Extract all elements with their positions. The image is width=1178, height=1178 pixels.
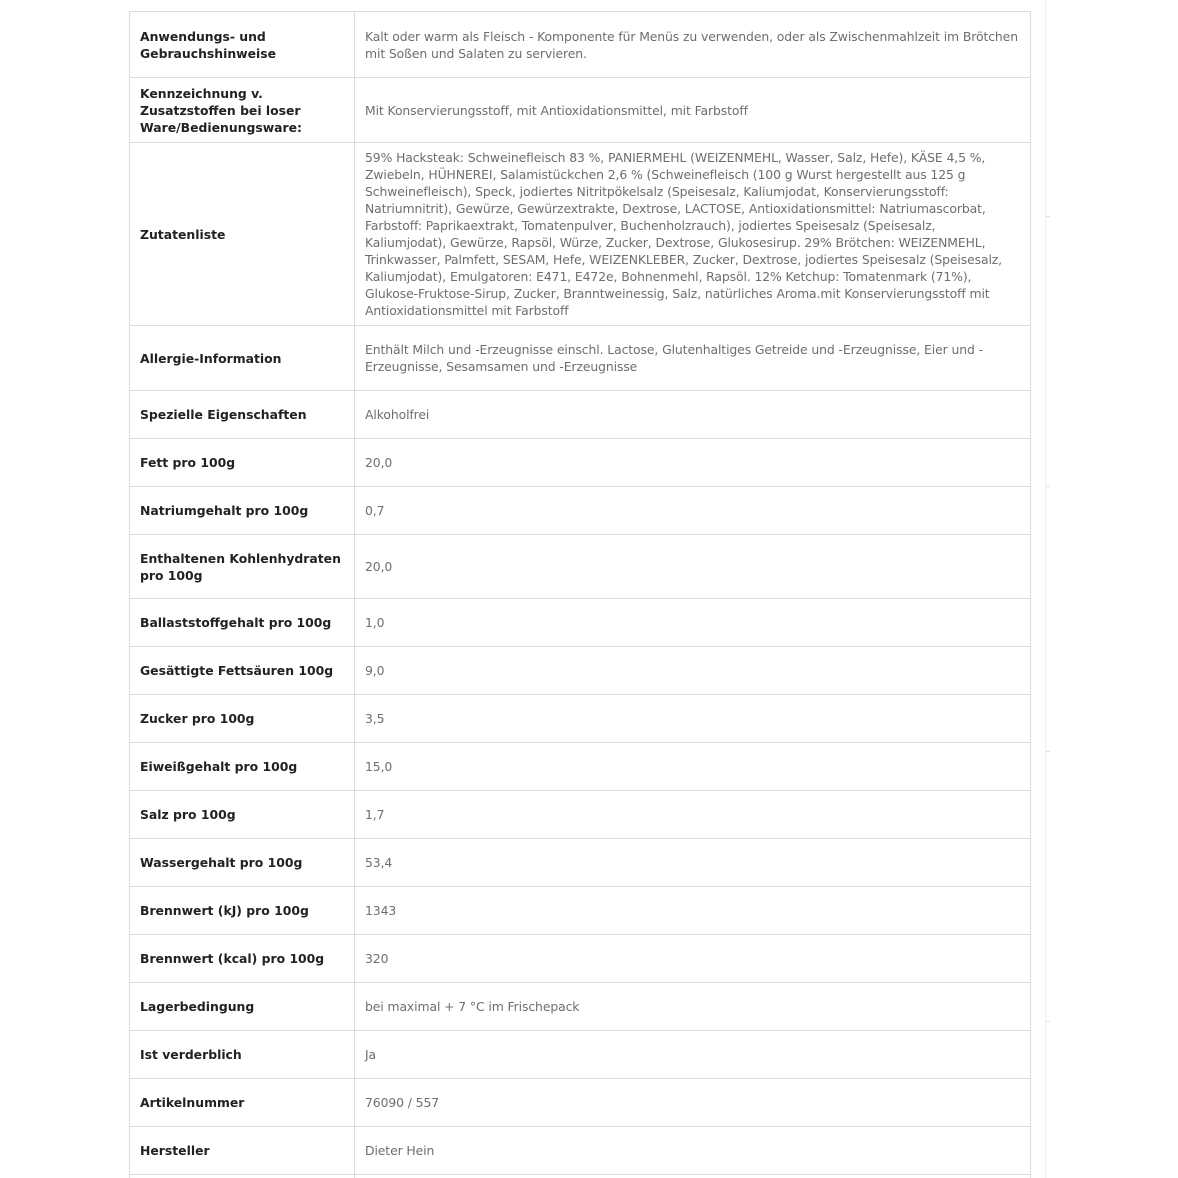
row-value: 3,5 (355, 695, 1031, 743)
row-value: 76090 / 557 (355, 1079, 1031, 1127)
product-details-table (129, 11, 1031, 1178)
divider-tick (1046, 1021, 1050, 1022)
row-label: Allergie-Information (130, 326, 355, 391)
table-row (130, 983, 1031, 1031)
row-value: 53,4 (355, 839, 1031, 887)
page-divider (1045, 0, 1046, 1178)
row-value: bei maximal + 7 °C im Frischepack (355, 983, 1031, 1031)
row-label: Ist verderblich (130, 1031, 355, 1079)
table-row (130, 326, 1031, 391)
row-value: 20,0 (355, 439, 1031, 487)
table-row (130, 535, 1031, 599)
row-label: Brennwert (kcal) pro 100g (130, 935, 355, 983)
table-row (130, 78, 1031, 143)
row-label: Lagerbedingung (130, 983, 355, 1031)
table-row (130, 12, 1031, 78)
row-value: 9,0 (355, 647, 1031, 695)
row-label: Artikelnummer (130, 1079, 355, 1127)
table-row (130, 839, 1031, 887)
row-label: Anwendungs- und Gebrauchshinweise (130, 12, 355, 78)
row-label: Spezielle Eigenschaften (130, 391, 355, 439)
row-label: Enthaltenen Kohlenhydraten pro 100g (130, 535, 355, 599)
row-value: Mit Konservierungsstoff, mit Antioxidationsmittel, mit Farbstoff (355, 78, 1031, 143)
row-value: 59% Hacksteak: Schweinefleisch 83 %, PANIERMEHL (WEIZENMEHL, Wasser, Salz, Hefe), KÄSE 4,5 %, Zwiebeln, HÜHNEREI, Salamistückchen 2,6 % (Schweinefleisch (100 g Wurst hergestellt aus 125 g Schweinefleisch), Speck, jodiertes Nitritpökelsalz (Speisesalz, Kaliumjodat, Konservierungsstoff: Natriumnitrit), Gewürze, Gewürzextrakte, Dextrose, LACTOSE, Antioxidationsmittel: Natriumascorbat, Farbstoff: Paprikaextrakt, Tomatenpulver, Buchenholzrauch), jodiertes Speisesalz (Speisesalz, Kaliumjodat), Gewürze, Rapsöl, Würze, Zucker, Dextrose, Glukosesirup. 29% Brötchen: WEIZENMEHL, Trinkwasser, Palmfett, SESAM, Hefe, WEIZENKLEBER, Zucker, Dextrose, jodiertes Speisesalz (Speisesalz, Kaliumjodat), Emulgatoren: E471, E472e, Bohnenmehl, Rapsöl. 12% Ketchup: Tomatenmark (71%), Glukose-Fruktose-Sirup, Zucker, Branntweinessig, Salz, natürliches Aroma.mit Konservierungsstoff mit Antioxidationsmittel mit Farbstoff (355, 143, 1031, 326)
row-label: Hersteller (130, 1127, 355, 1175)
row-value: Dieter Hein (355, 1127, 1031, 1175)
divider-tick (1046, 751, 1050, 752)
row-label: Kennzeichnung v. Zusatzstoffen bei loser Ware/Bedienungsware: (130, 78, 355, 143)
table-row (130, 391, 1031, 439)
row-value: 0,7 (355, 487, 1031, 535)
divider-tick (1046, 216, 1050, 217)
table-row (130, 935, 1031, 983)
row-value: 15,0 (355, 743, 1031, 791)
divider-tick (1046, 486, 1050, 487)
table-row (130, 1079, 1031, 1127)
table-row (130, 887, 1031, 935)
row-value: 320 (355, 935, 1031, 983)
table-row (130, 791, 1031, 839)
row-label: Zucker pro 100g (130, 695, 355, 743)
table-row (130, 1031, 1031, 1079)
row-label: Ballaststoffgehalt pro 100g (130, 599, 355, 647)
row-value: Enthält Milch und -Erzeugnisse einschl. Lactose, Glutenhaltiges Getreide und -Erzeugnisse, Eier und -Erzeugnisse, Sesamsamen und -Erzeugnisse (355, 326, 1031, 391)
table-row (130, 599, 1031, 647)
table-row (130, 439, 1031, 487)
row-value: 1343 (355, 887, 1031, 935)
table-row (130, 487, 1031, 535)
row-label: Zutatenliste (130, 143, 355, 326)
row-value: 20,0 (355, 535, 1031, 599)
table-row (130, 743, 1031, 791)
table-row (130, 143, 1031, 326)
row-label: Wassergehalt pro 100g (130, 839, 355, 887)
row-value: Kalt oder warm als Fleisch - Komponente für Menüs zu verwenden, oder als Zwischenmahlzeit im Brötchen mit Soßen und Salaten zu servieren. (355, 12, 1031, 78)
row-label: Eiweißgehalt pro 100g (130, 743, 355, 791)
row-value: 1,0 (355, 599, 1031, 647)
table-row (130, 695, 1031, 743)
row-label: Fett pro 100g (130, 439, 355, 487)
row-label: Natriumgehalt pro 100g (130, 487, 355, 535)
row-label: Gesättigte Fettsäuren 100g (130, 647, 355, 695)
row-value: 1,7 (355, 791, 1031, 839)
table-row (130, 1127, 1031, 1175)
row-value: Alkoholfrei (355, 391, 1031, 439)
row-label: Salz pro 100g (130, 791, 355, 839)
row-label-empty (130, 1175, 355, 1178)
table-row-partial (130, 1175, 1031, 1178)
row-label: Brennwert (kJ) pro 100g (130, 887, 355, 935)
row-value: Ja (355, 1031, 1031, 1079)
table-row (130, 647, 1031, 695)
row-value-empty (355, 1175, 1031, 1178)
